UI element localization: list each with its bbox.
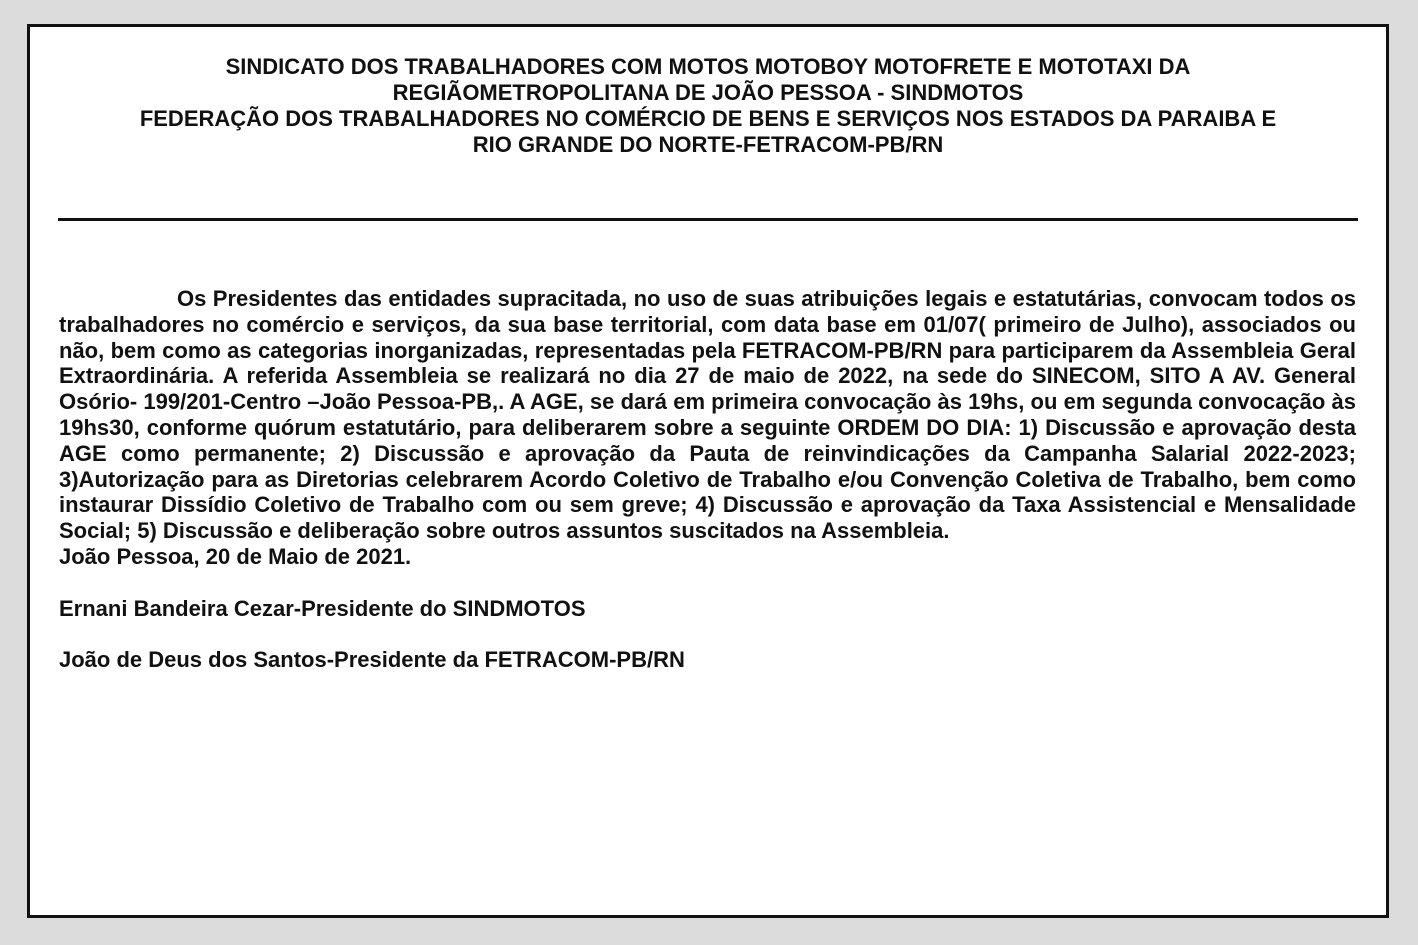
signature-fetracom-president: João de Deus dos Santos-Presidente da FETRACOM-PB/RN	[59, 647, 685, 673]
header-block	[50, 54, 1366, 158]
header-line-1: SINDICATO DOS TRABALHADORES COM MOTOS MOTOBOY MOTOFRETE E MOTOTAXI DA	[225, 54, 1191, 79]
signature-sindmotos-president: Ernani Bandeira Cezar-Presidente do SINDMOTOS	[59, 595, 586, 621]
header-line-4: RIO GRANDE DO NORTE-FETRACOM-PB/RN	[472, 132, 944, 157]
header-line-3: FEDERAÇÃO DOS TRABALHADORES NO COMÉRCIO DE BENS E SERVIÇOS NOS ESTADOS DA PARAIBA E	[139, 106, 1277, 131]
notice-content	[59, 286, 1356, 673]
header-line-2: REGIÃOMETROPOLITANA DE JOÃO PESSOA - SINDMOTOS	[392, 80, 1024, 105]
body-paragraph: Os Presidentes das entidades supracitada, no uso de suas atribuições legais e estatutárias, convocam todos os trabalhadores no comércio e serviços, da sua base territorial, com data base em 01/07( primeiro de Julho), associados ou não, bem como as categorias inorganizadas, representadas pela FETRACOM-PB/RN para participarem da Assembleia Geral Extraordinária. A referida Assembleia se realizará no dia 27 de maio de 2022, na sede do SINECOM, SITO A AV. General Osório- 199/201-Centro –João Pessoa-PB,. A AGE, se dará em primeira convocação às 19hs, ou em segunda convocação às 19hs30, conforme quórum estatutário, para deliberarem sobre a seguinte ORDEM DO DIA: 1) Discussão e aprovação desta AGE como permanente; 2) Discussão e aprovação da Pauta de reinvindicações da Campanha Salarial 2022-2023; 3)Autorização para as Diretorias celebrarem Acordo Coletivo de Trabalho e/ou Convenção Coletiva de Trabalho, bem como instaurar Dissídio Coletivo de Trabalho com ou sem greve; 4) Discussão e aprovação da Taxa Assistencial e Mensalidade Social; 5) Discussão e deliberação sobre outros assuntos suscitados na Assembleia.	[59, 286, 1356, 544]
header-divider	[58, 218, 1358, 221]
date-line: João Pessoa, 20 de Maio de 2021.	[59, 543, 412, 569]
notice-frame	[27, 24, 1389, 918]
